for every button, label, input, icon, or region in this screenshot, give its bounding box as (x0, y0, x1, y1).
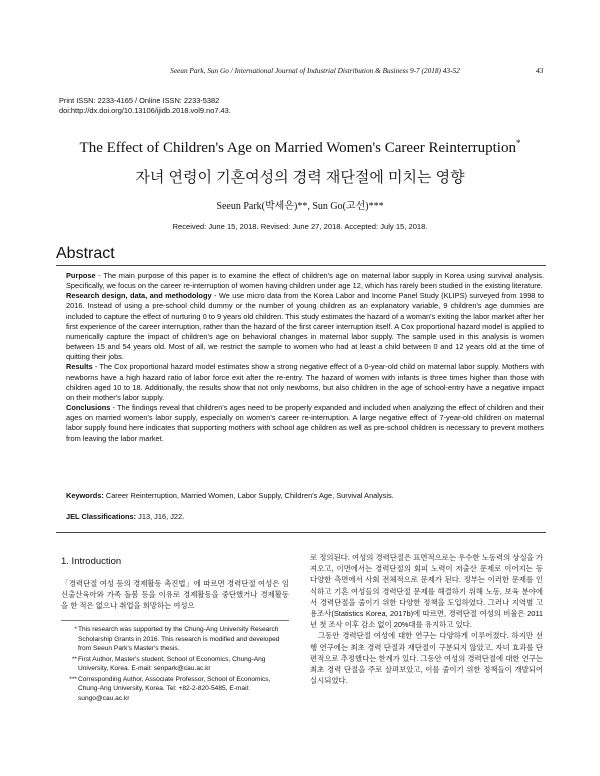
jel-classifications (66, 512, 544, 521)
keywords-text: Career Reinterruption, Married Women, Labor Supply, Children's Age, Survival Analysis. (103, 491, 394, 500)
design-label: Research design, data, and methodology (66, 291, 212, 301)
results-label: Results (66, 362, 93, 372)
footnote-rule (61, 620, 289, 621)
abstract-bottom-rule (56, 532, 546, 533)
footnote-text: Corresponding Author, Associate Professor, School of Economics, Chung-Ang University, Korea. Tel: +82-2-820-5485, E-mail: sungo@cau.ac.kr (78, 675, 271, 702)
jel-label: JEL Classifications: (66, 512, 137, 521)
footnotes (61, 625, 289, 704)
footnote-mark: *** (69, 675, 77, 683)
issn-block (59, 96, 231, 115)
section-heading-introduction: 1. Introduction (61, 556, 122, 567)
footnote (61, 625, 289, 654)
left-column (61, 578, 289, 612)
issn-line: Print ISSN: 2233-4165 / Online ISSN: 2233-5382 (59, 96, 220, 105)
title-footnote-mark: * (515, 138, 521, 148)
paper-title (40, 138, 560, 157)
submission-dates: Received: June 15, 2018. Revised: June 27, 2018. Accepted: July 15, 2018. (172, 222, 428, 231)
abstract-results (66, 362, 544, 403)
abstract-top-rule (56, 265, 546, 266)
running-head: Seeun Park, Sun Go / International Journal of Industrial Distribution & Business 9-7 (2018) 43-52 (170, 66, 460, 75)
footnote-text: First Author, Master's student, School of Economics, Chung-Ang University, Korea. E-mail: senpark@cau.ac.kr (78, 655, 266, 672)
conclusions-label: Conclusions (66, 403, 111, 413)
footnote-text: This research was supported by the Chung-Ang University Research Scholarship Grants in 2016. This research is modified and developed from Seeun Park's Master's thesis. (78, 626, 280, 652)
abstract-design (66, 291, 544, 362)
keywords-label: Keywords: (66, 491, 104, 500)
korean-title: 자녀 연령이 기혼여성의 경력 재단절에 미치는 영향 (135, 169, 465, 186)
purpose-label: Purpose (66, 271, 96, 280)
page-number: 43 (536, 66, 544, 75)
right-column (310, 552, 543, 686)
abstract-body (66, 271, 544, 444)
jel-text: J13, J16, J22. (136, 512, 185, 521)
intro-paragraph-1: 「경력단절 여성 등의 경제활동 촉진법」에 따르면 경력단절 여성은 임신출산육아와 가족 돌봄 등을 이유로 경제활동을 중단했거나 경제활동을 한 적은 없으나 취업을 희망하는 여성으 (61, 579, 289, 611)
footnote-mark: * (74, 626, 77, 633)
footnote (61, 655, 289, 674)
purpose-text: - The main purpose of this paper is to examine the effect of children's age on maternal labor supply in Korea using survival analysis. Specifically, we focus on the career re-interruption of women having children under age 12, which has rarely been studied in the existing literature. (66, 271, 544, 291)
keywords (66, 491, 544, 500)
intro-paragraph-2: 로 정의된다. 여성의 경력단절은 표면적으로는 우수한 노동력의 상실을 가져오고, 이면에서는 경력단절의 회피 노력이 저출산 문제로 이어지는 등 다양한 측면에서 사회 전체적으로 문제가 된다. 정부는 이러한 문제를 인식하고 기혼 여성들의 경력단절 문제를 해결하기 위해 노동, 보육 분야에서 경력단절을 줄이기 위한 다양한 정책을 도입하였다. 그러나 지역별 고용조사(Statistics Korea, 2017b)에 따르면, 경력단절 여성의 비율은 2011년 첫 조사 이후 감소 없이 20%대를 유지하고 있다. (310, 553, 543, 630)
abstract-purpose (66, 271, 544, 291)
footnote-mark: ** (71, 655, 77, 663)
abstract-heading: Abstract (56, 245, 115, 262)
design-text: - We use micro data from the Korea Labor and Income Panel Study (KLIPS) surveyed from 1998 to 2016. Instead of using a pre-school child dummy or the number of young children as an explanatory variable, 9 children's age dummies are included to capture the effect of nurturing 0 to 9 years old children. This study estimates the hazard of a woman's exiting the labor market after her first experience of the career interruption, rather than the hazard of the first career interruption itself. A Cox proportional hazard model is applied to numerically capture the impact of children's age on behavioral changes in maternal labor supply. The sample used in this analysis is women between 15 and 54 years old. Most of all, we restrict the sample to women who had at least a child between 0 and 12 years old at the time of quitting their jobs. (66, 291, 544, 362)
conclusions-text: - The findings reveal that children's ages need to be properly expanded and included when analyzing the effect of children and their ages on married women's labor supply, especially on women's career re-interruption. A large negative effect of 7-year-old children on maternal labor supply found here indicates that supporting mothers with school age children as well as pre-school children is necessary to prevent mothers from leaving the labor market. (66, 403, 544, 443)
abstract-conclusions (66, 403, 544, 444)
results-text: - The Cox proportional hazard model estimates show a strong negative effect of a 0-year-old child on maternal labor supply. Mothers with newborns have a high hazard ratio of labor force exit after the re-entry. The hazard of women with infants is three times higher than those with children aged 10 to 18. Additionally, the results show that not only newborns, but also children in the age of school-entry have a negative impact on their mother's labor supply. (66, 362, 544, 402)
footnote (61, 675, 289, 704)
intro-paragraph-3: 그동안 경력단절 여성에 대한 연구는 다양하게 이루어졌다. 하지만 선행 연구에는 최초 경력 단절과 재단절이 구분되지 않았고, 자녀 효과를 단편적으로 추정했다는 한계가 있다. 그동안 여성의 경력단절에 대한 연구는 최초 경력 단절을 주로 살펴보았고, 이를 줄이기 위한 정책들이 개발되어 실시되었다. (310, 631, 543, 686)
paper-title-text: The Effect of Children's Age on Married Women's Career Reinterruption (79, 140, 516, 156)
doi-line: doi:http://dx.doi.org/10.13106/ijidb.2018.vol9.no7.43. (59, 105, 231, 115)
authors: Seeun Park(박세은)**, Sun Go(고선)*** (216, 201, 384, 212)
